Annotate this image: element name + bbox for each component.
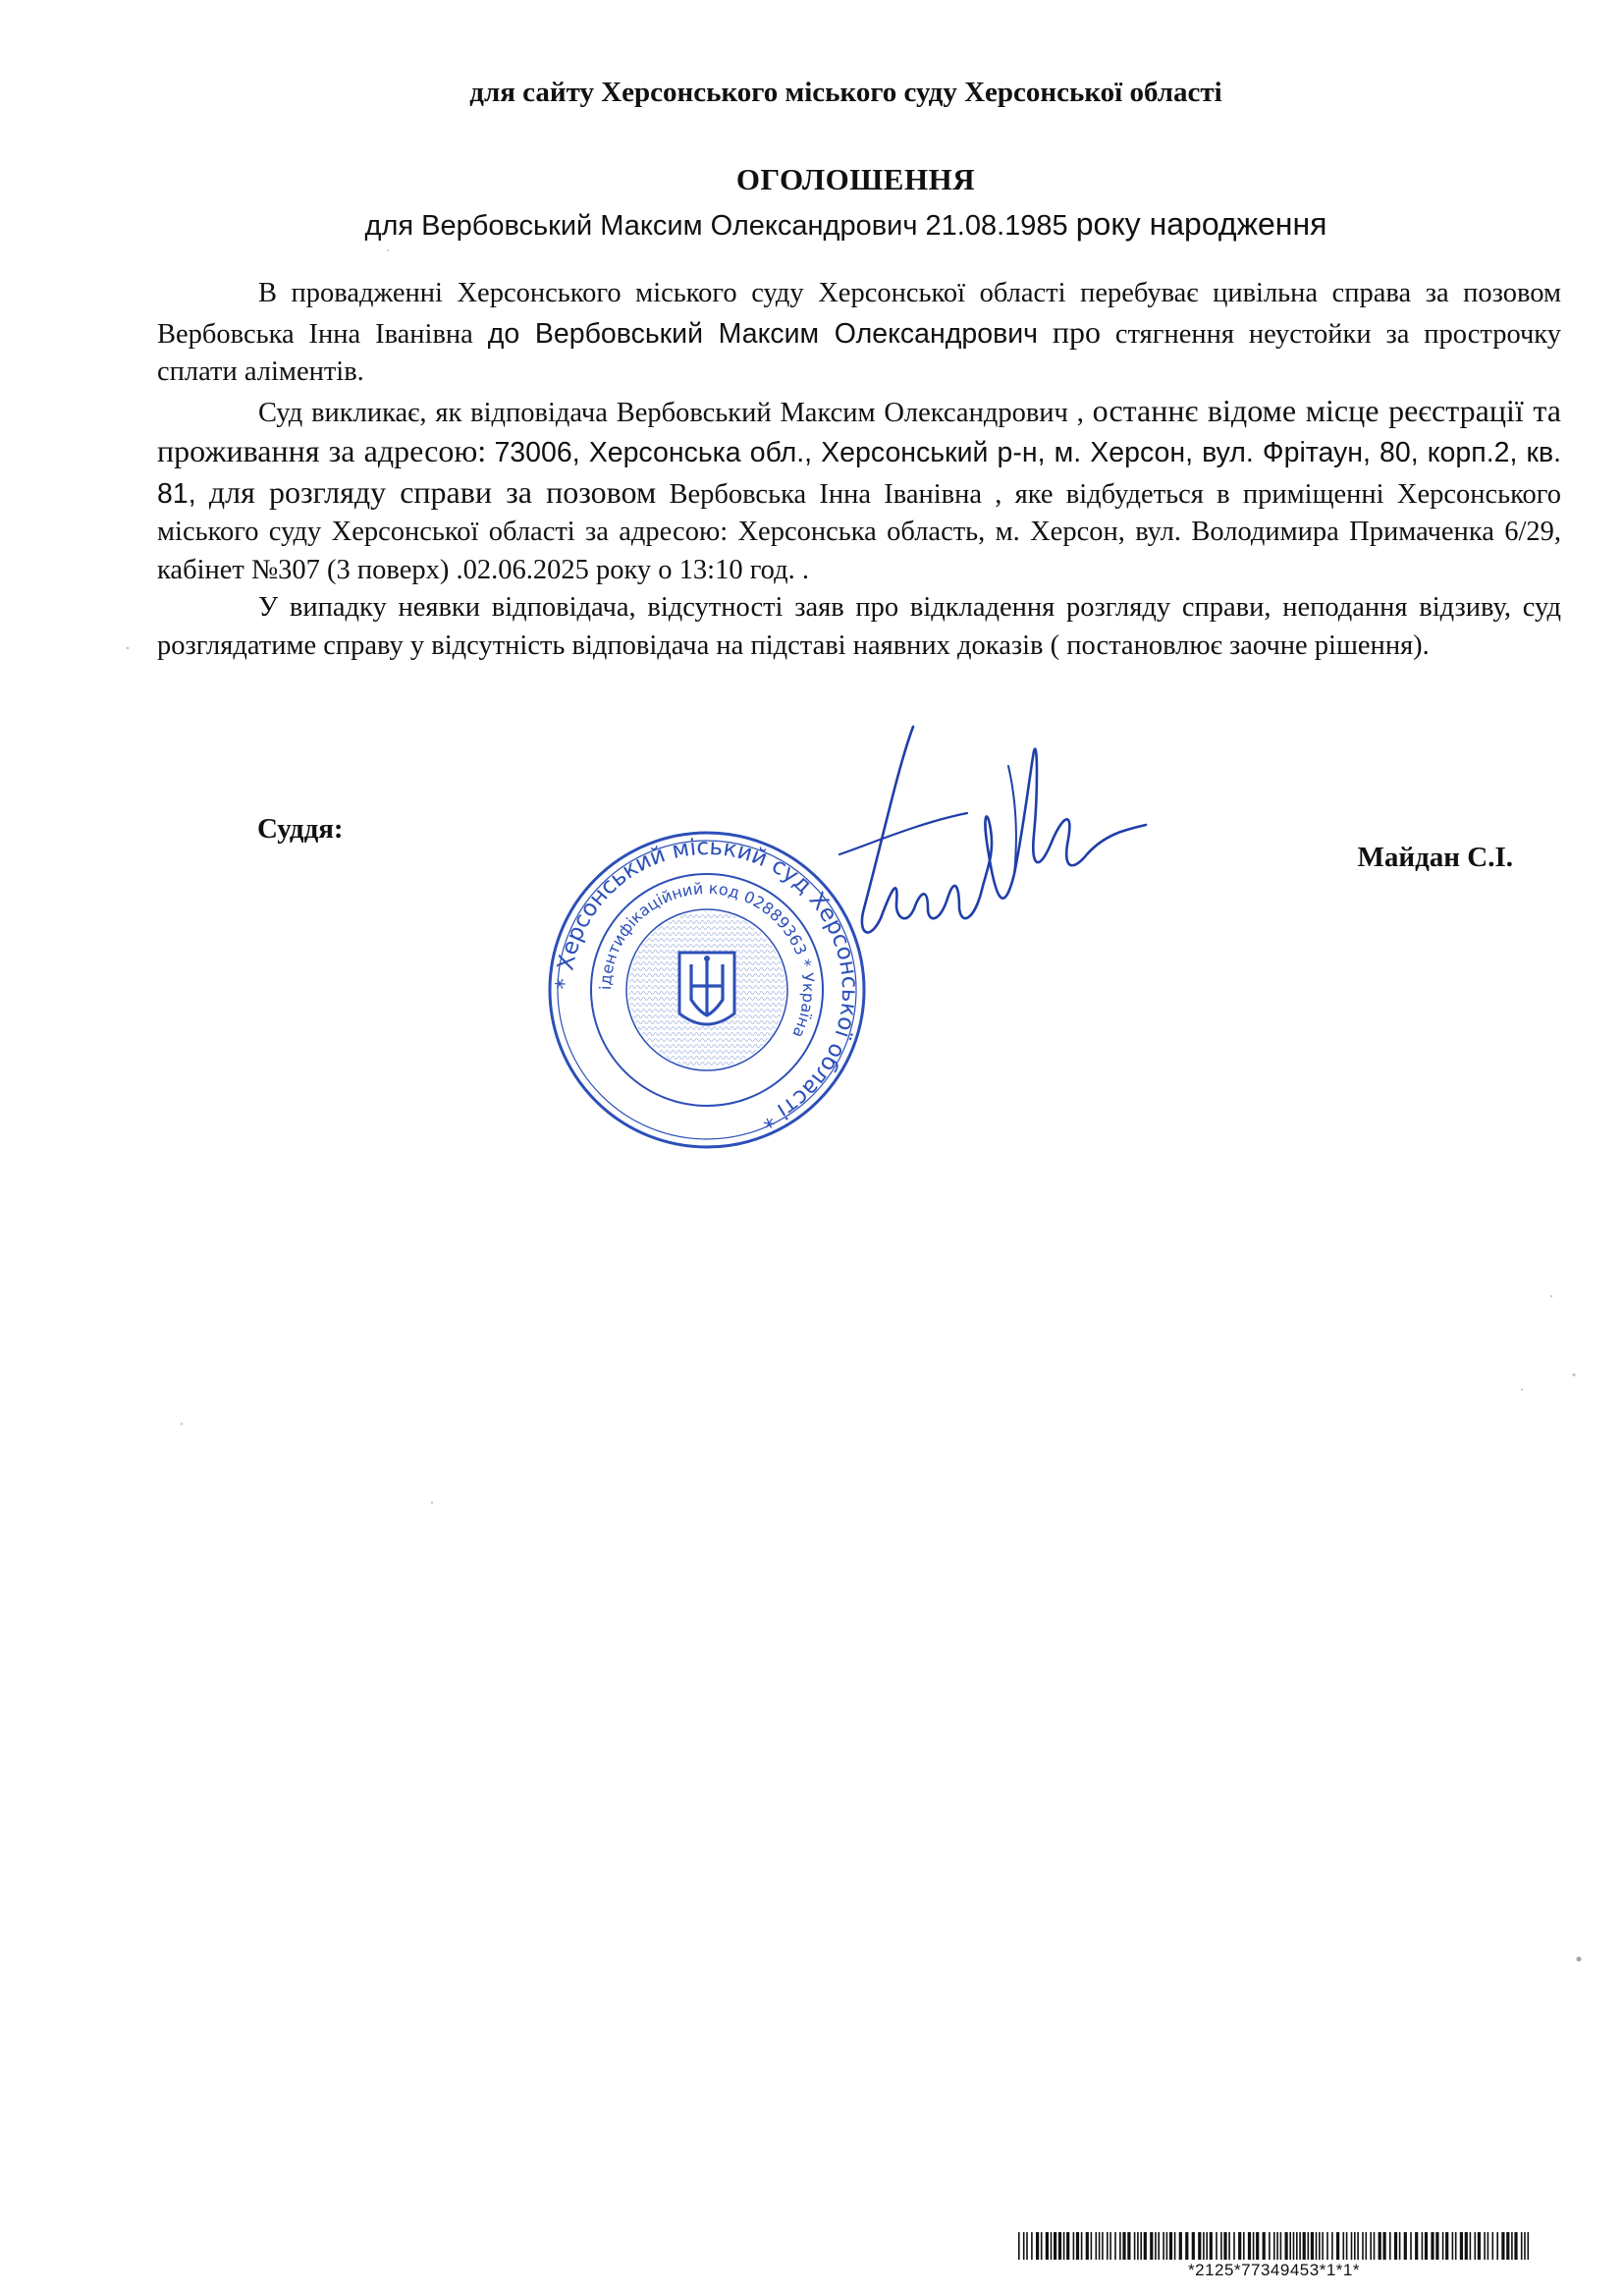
judge-label: Суддя: (257, 813, 344, 845)
judge-name: Майдан С.І. (1357, 842, 1513, 873)
barcode-bar (1326, 2232, 1328, 2260)
barcode-bar (1238, 2232, 1241, 2260)
barcode-bar (1174, 2232, 1176, 2260)
document-subtitle (0, 206, 1623, 243)
barcode-bar (1399, 2232, 1401, 2260)
barcode-bar (1206, 2232, 1208, 2260)
barcode-bar (1296, 2232, 1298, 2260)
barcode-bar (1269, 2232, 1271, 2260)
barcode-bar (1501, 2232, 1504, 2260)
barcode-bar (1041, 2232, 1043, 2260)
barcode-bar (1289, 2232, 1291, 2260)
barcode-bar (1435, 2232, 1438, 2260)
barcode-bar (1253, 2232, 1255, 2260)
barcode-bar (1460, 2232, 1463, 2260)
barcode-bar (1343, 2232, 1345, 2260)
barcode-bar (1086, 2232, 1089, 2260)
barcode-bar (1150, 2232, 1153, 2260)
barcode-bar (1496, 2232, 1498, 2260)
barcode-bar (1091, 2232, 1093, 2260)
barcode-bar (1374, 2232, 1376, 2260)
barcode-bar (1452, 2232, 1454, 2260)
barcode-bar (1023, 2232, 1025, 2260)
barcode-bar (1179, 2232, 1182, 2260)
barcode-bar (1492, 2232, 1494, 2260)
barcode-bar (1316, 2232, 1318, 2260)
barcode-bar (1144, 2232, 1147, 2260)
barcode-bar (1422, 2232, 1424, 2260)
trident-emblem-icon (679, 953, 734, 1024)
barcode-bar (1076, 2232, 1079, 2260)
barcode-bar (1099, 2232, 1101, 2260)
barcode-bar (1223, 2232, 1226, 2260)
barcode-bar (1465, 2232, 1468, 2260)
barcode-bar (1054, 2232, 1056, 2260)
barcode-bar (1081, 2232, 1083, 2260)
barcode-bar (1096, 2232, 1098, 2260)
barcode-bar (1166, 2232, 1168, 2260)
barcode-bar (1185, 2232, 1188, 2260)
paragraph-summons (157, 392, 1561, 590)
barcode-bar (1389, 2232, 1391, 2260)
barcode-bar (1336, 2232, 1339, 2260)
barcode-bar (1102, 2232, 1104, 2260)
subtitle-suffix: року народження (1075, 206, 1327, 242)
barcode-bar (1488, 2232, 1489, 2260)
barcode-bar (1263, 2232, 1266, 2260)
barcode-bar (1273, 2232, 1275, 2260)
barcode-bar (1280, 2232, 1282, 2260)
barcode-bar (1362, 2232, 1364, 2260)
barcode-bar (1442, 2232, 1444, 2260)
barcode-bar (1415, 2232, 1418, 2260)
barcode-bar (1524, 2232, 1526, 2260)
barcode-bar (1216, 2232, 1217, 2260)
barcode-bar (1521, 2232, 1523, 2260)
p1-part2: до Вербовський Максим Олександрович (487, 317, 1039, 350)
barcode-bar (1322, 2232, 1324, 2260)
barcode-bar (1511, 2232, 1513, 2260)
barcode-bar (1425, 2232, 1428, 2260)
barcode-bar (1299, 2232, 1301, 2260)
stamp-outer-text: * Херсонський міський суд Херсонської області * (551, 834, 863, 1133)
barcode-bar (1366, 2232, 1368, 2260)
barcode-bar (1026, 2232, 1028, 2260)
barcode-bar (1109, 2232, 1111, 2260)
barcode-bar (1478, 2232, 1481, 2260)
barcode-bar (1383, 2232, 1386, 2260)
barcode-bar (1210, 2232, 1213, 2260)
barcode-bar (1169, 2232, 1172, 2260)
p2-part3: 73006, Херсонська обл., Херсонський р-н, м. Херсон, вул. Фрітаун, 80, корп.2, кв. 81, (157, 437, 1562, 510)
barcode-bar (1285, 2232, 1288, 2260)
barcode-bar (1475, 2232, 1477, 2260)
p2-part4: для розгляду справи за позовом (208, 473, 657, 510)
barcode-bar (1370, 2232, 1372, 2260)
document-header: для сайту Херсонського міського суду Херсонської області (469, 77, 1222, 108)
barcode-bar (1114, 2232, 1116, 2260)
barcode-bar (1311, 2232, 1314, 2260)
barcode-bar (1455, 2232, 1457, 2260)
p2-part5: Вербовська Інна Іванівна , яке відбудеться в приміщенні Херсонського міського суду Херсонської області за адресою: Херсонська область, м. Херсон, вул. Володимира Примаченка 6/29, кабінет №307 (3 поверх) .02.06.2025 року о 13:10 год. . (157, 478, 1562, 585)
p1-part3: про (1052, 313, 1102, 350)
barcode-bar (1357, 2232, 1359, 2260)
barcode-bar (1243, 2232, 1245, 2260)
subtitle-prefix: для Вербовський Максим Олександрович 21.08.1985 (364, 210, 1068, 242)
barcode-bar (1319, 2232, 1321, 2260)
document-body (157, 275, 1561, 665)
barcode-bar (1192, 2232, 1195, 2260)
barcode-bar (1228, 2232, 1230, 2260)
barcode-bar (1066, 2232, 1069, 2260)
paragraph-proceedings (157, 275, 1561, 392)
barcode-bar (1036, 2232, 1039, 2260)
barcode-bar (1220, 2232, 1222, 2260)
barcode-bar (1155, 2232, 1157, 2260)
barcode-bar (1331, 2232, 1333, 2260)
barcode-bar (1119, 2232, 1121, 2260)
barcode-bar (1134, 2232, 1136, 2260)
stamp-inner-text: ідентифікаційний код 02889363 * Україна (595, 878, 819, 1041)
barcode-bar (1293, 2232, 1295, 2260)
barcode-bar (1256, 2232, 1259, 2260)
paragraph-absence-notice: У випадку неявки відповідача, відсутності заяв про відкладення розгляду справи, неподання відзиву, суд розглядатиме справу у відсутність відповідача на підставі наявних доказів ( постановлює заочне рішення). (157, 592, 1561, 661)
barcode-bar (1203, 2232, 1205, 2260)
barcode-bar (1394, 2232, 1397, 2260)
barcode-bar (1484, 2232, 1486, 2260)
barcode-bar (1140, 2232, 1142, 2260)
barcode-bar (1346, 2232, 1348, 2260)
barcode-bar (1158, 2232, 1160, 2260)
barcode-bar (1051, 2232, 1053, 2260)
barcode-bar (1379, 2232, 1381, 2260)
p2-part2: останнє відоме місце реєстрації та проживання за адресою: (157, 392, 1562, 468)
barcode-bar (1276, 2232, 1278, 2260)
barcode-bar (1122, 2232, 1125, 2260)
barcode-bar (1351, 2232, 1353, 2260)
barcode-bar (1233, 2232, 1235, 2260)
barcode-bar (1107, 2232, 1109, 2260)
p2-part1: Суд викликає, як відповідача Вербовський Максим Олександрович , (258, 397, 1084, 428)
barcode-bar (1445, 2232, 1448, 2260)
barcode-bar (1506, 2232, 1509, 2260)
barcode-bar (1063, 2232, 1065, 2260)
barcode-bar (1163, 2232, 1164, 2260)
barcode-bar (1073, 2232, 1075, 2260)
barcode-bar (1127, 2232, 1130, 2260)
barcode-bar (1018, 2232, 1020, 2260)
barcode-bar (1404, 2232, 1407, 2260)
document-title: ОГОЛОШЕННЯ (735, 162, 976, 196)
barcode-bar (1058, 2232, 1061, 2260)
barcode-bar (1308, 2232, 1310, 2260)
barcode-bar (1248, 2232, 1251, 2260)
barcode-bar (1031, 2232, 1033, 2260)
p1-part4: стягнення неустойки за прострочку сплати аліментів. (157, 318, 1561, 387)
barcode-bar (1528, 2232, 1530, 2260)
barcode-bar (1431, 2232, 1434, 2260)
barcode-number: *2125*77349453*1*1* (1188, 2261, 1360, 2279)
barcode-bar (1514, 2232, 1517, 2260)
handwritten-signature (781, 707, 1154, 1002)
barcode-bar (1410, 2232, 1412, 2260)
barcode (1016, 2232, 1532, 2260)
barcode-bar (1354, 2232, 1356, 2260)
barcode-bar (1046, 2232, 1049, 2260)
p1-part1: В провадженні Херсонського міського суду Херсонської області перебуває цивільна справа за позовом Вербовська Інна Іванівна (157, 278, 1561, 350)
barcode-bar (1198, 2232, 1201, 2260)
barcode-bar (1303, 2232, 1306, 2260)
barcode-bar (1137, 2232, 1139, 2260)
barcode-bar (1470, 2232, 1472, 2260)
